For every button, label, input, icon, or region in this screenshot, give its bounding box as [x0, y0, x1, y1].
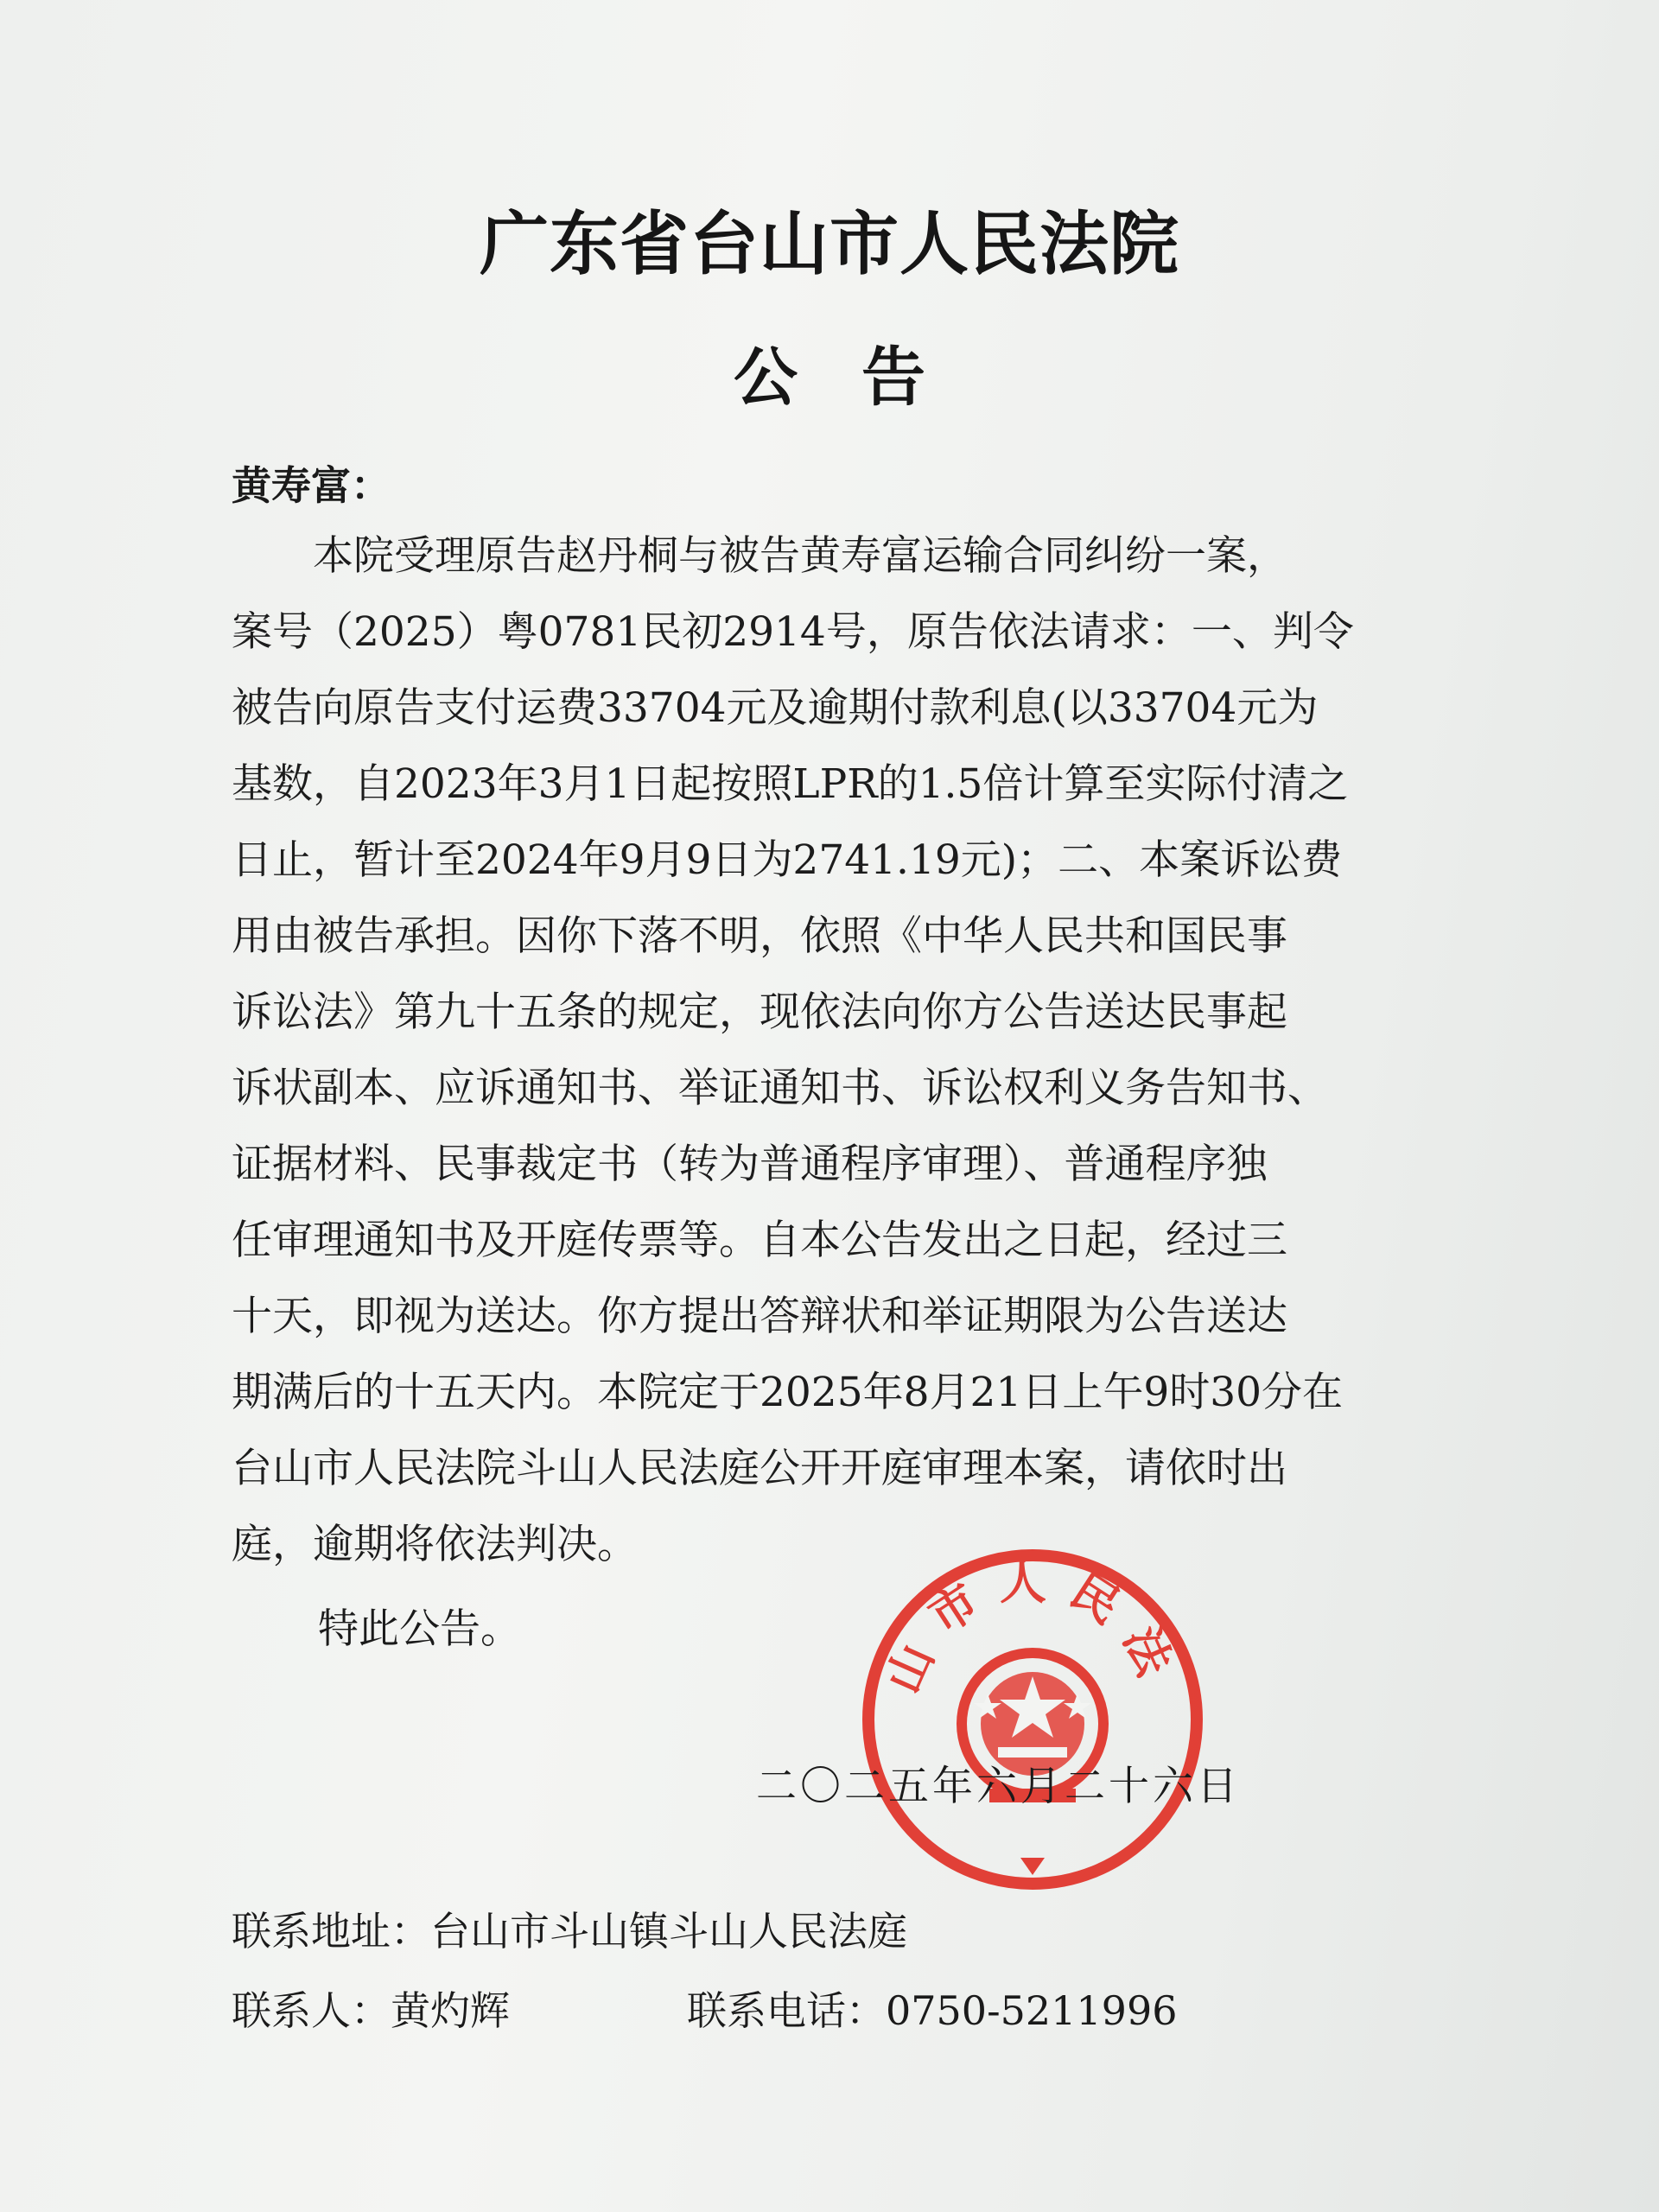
body-line: 证据材料、民事裁定书（转为普通程序审理）、普通程序独: [232, 1141, 1268, 1188]
body-line: 案号（2025）粤0781民初2914号，原告依法请求：一、判令: [232, 608, 1354, 656]
body-line: 期满后的十五天内。本院定于2025年8月21日上午9时30分在: [232, 1369, 1344, 1416]
contact-person: 黄灼辉: [391, 1987, 510, 2034]
contact-address-label: 联系地址：: [232, 1908, 430, 1955]
body-line: 任审理通知书及开庭传票等。自本公告发出之日起，经过三: [232, 1217, 1287, 1264]
contact-address-row: [232, 1901, 907, 1961]
body-line: 庭，逾期将依法判决。: [232, 1521, 638, 1568]
body-line: 本院受理原告赵丹桐与被告黄寿富运输合同纠纷一案，: [232, 532, 1287, 580]
contact-phone-label: 联系电话：: [687, 1987, 886, 2034]
court-seal-icon: [860, 1547, 1205, 1892]
body-line: 台山市人民法院斗山人民法庭公开开庭审理本案，请依时出: [232, 1445, 1287, 1492]
notice-title: 公 告: [734, 340, 925, 415]
closing-text: 特此公告。: [318, 1605, 521, 1653]
addressee: 黄寿富：: [232, 462, 391, 509]
court-name: 广东省台山市人民法院: [480, 204, 1179, 284]
seal-text: 山市人民法: [874, 1554, 1191, 1701]
contact-phone: 0750-5211996: [886, 1987, 1178, 2034]
contact-phone-row: [687, 1980, 1177, 2041]
body-line: 日止，暂计至2024年9月9日为2741.19元)；二、本案诉讼费: [232, 836, 1343, 884]
contact-address: 台山市斗山镇斗山人民法庭: [430, 1908, 907, 1955]
notice-date: 二〇二五年六月二十六日: [756, 1763, 1241, 1810]
body-line: 用由被告承担。因你下落不明，依照《中华人民共和国民事: [232, 912, 1287, 960]
contact-person-row: [232, 1980, 510, 2041]
body-line: 被告向原告支付运费33704元及逾期付款利息(以33704元为: [232, 684, 1319, 732]
body-line: 基数，自2023年3月1日起按照LPR的1.5倍计算至实际付清之: [232, 760, 1349, 808]
contact-person-label: 联系人：: [232, 1987, 391, 2034]
body-line: 诉状副本、应诉通知书、举证通知书、诉讼权利义务告知书、: [232, 1065, 1328, 1112]
body-line: 十天，即视为送达。你方提出答辩状和举证期限为公告送达: [232, 1293, 1287, 1340]
body-line: 诉讼法》第九十五条的规定，现依法向你方公告送达民事起: [232, 988, 1287, 1036]
